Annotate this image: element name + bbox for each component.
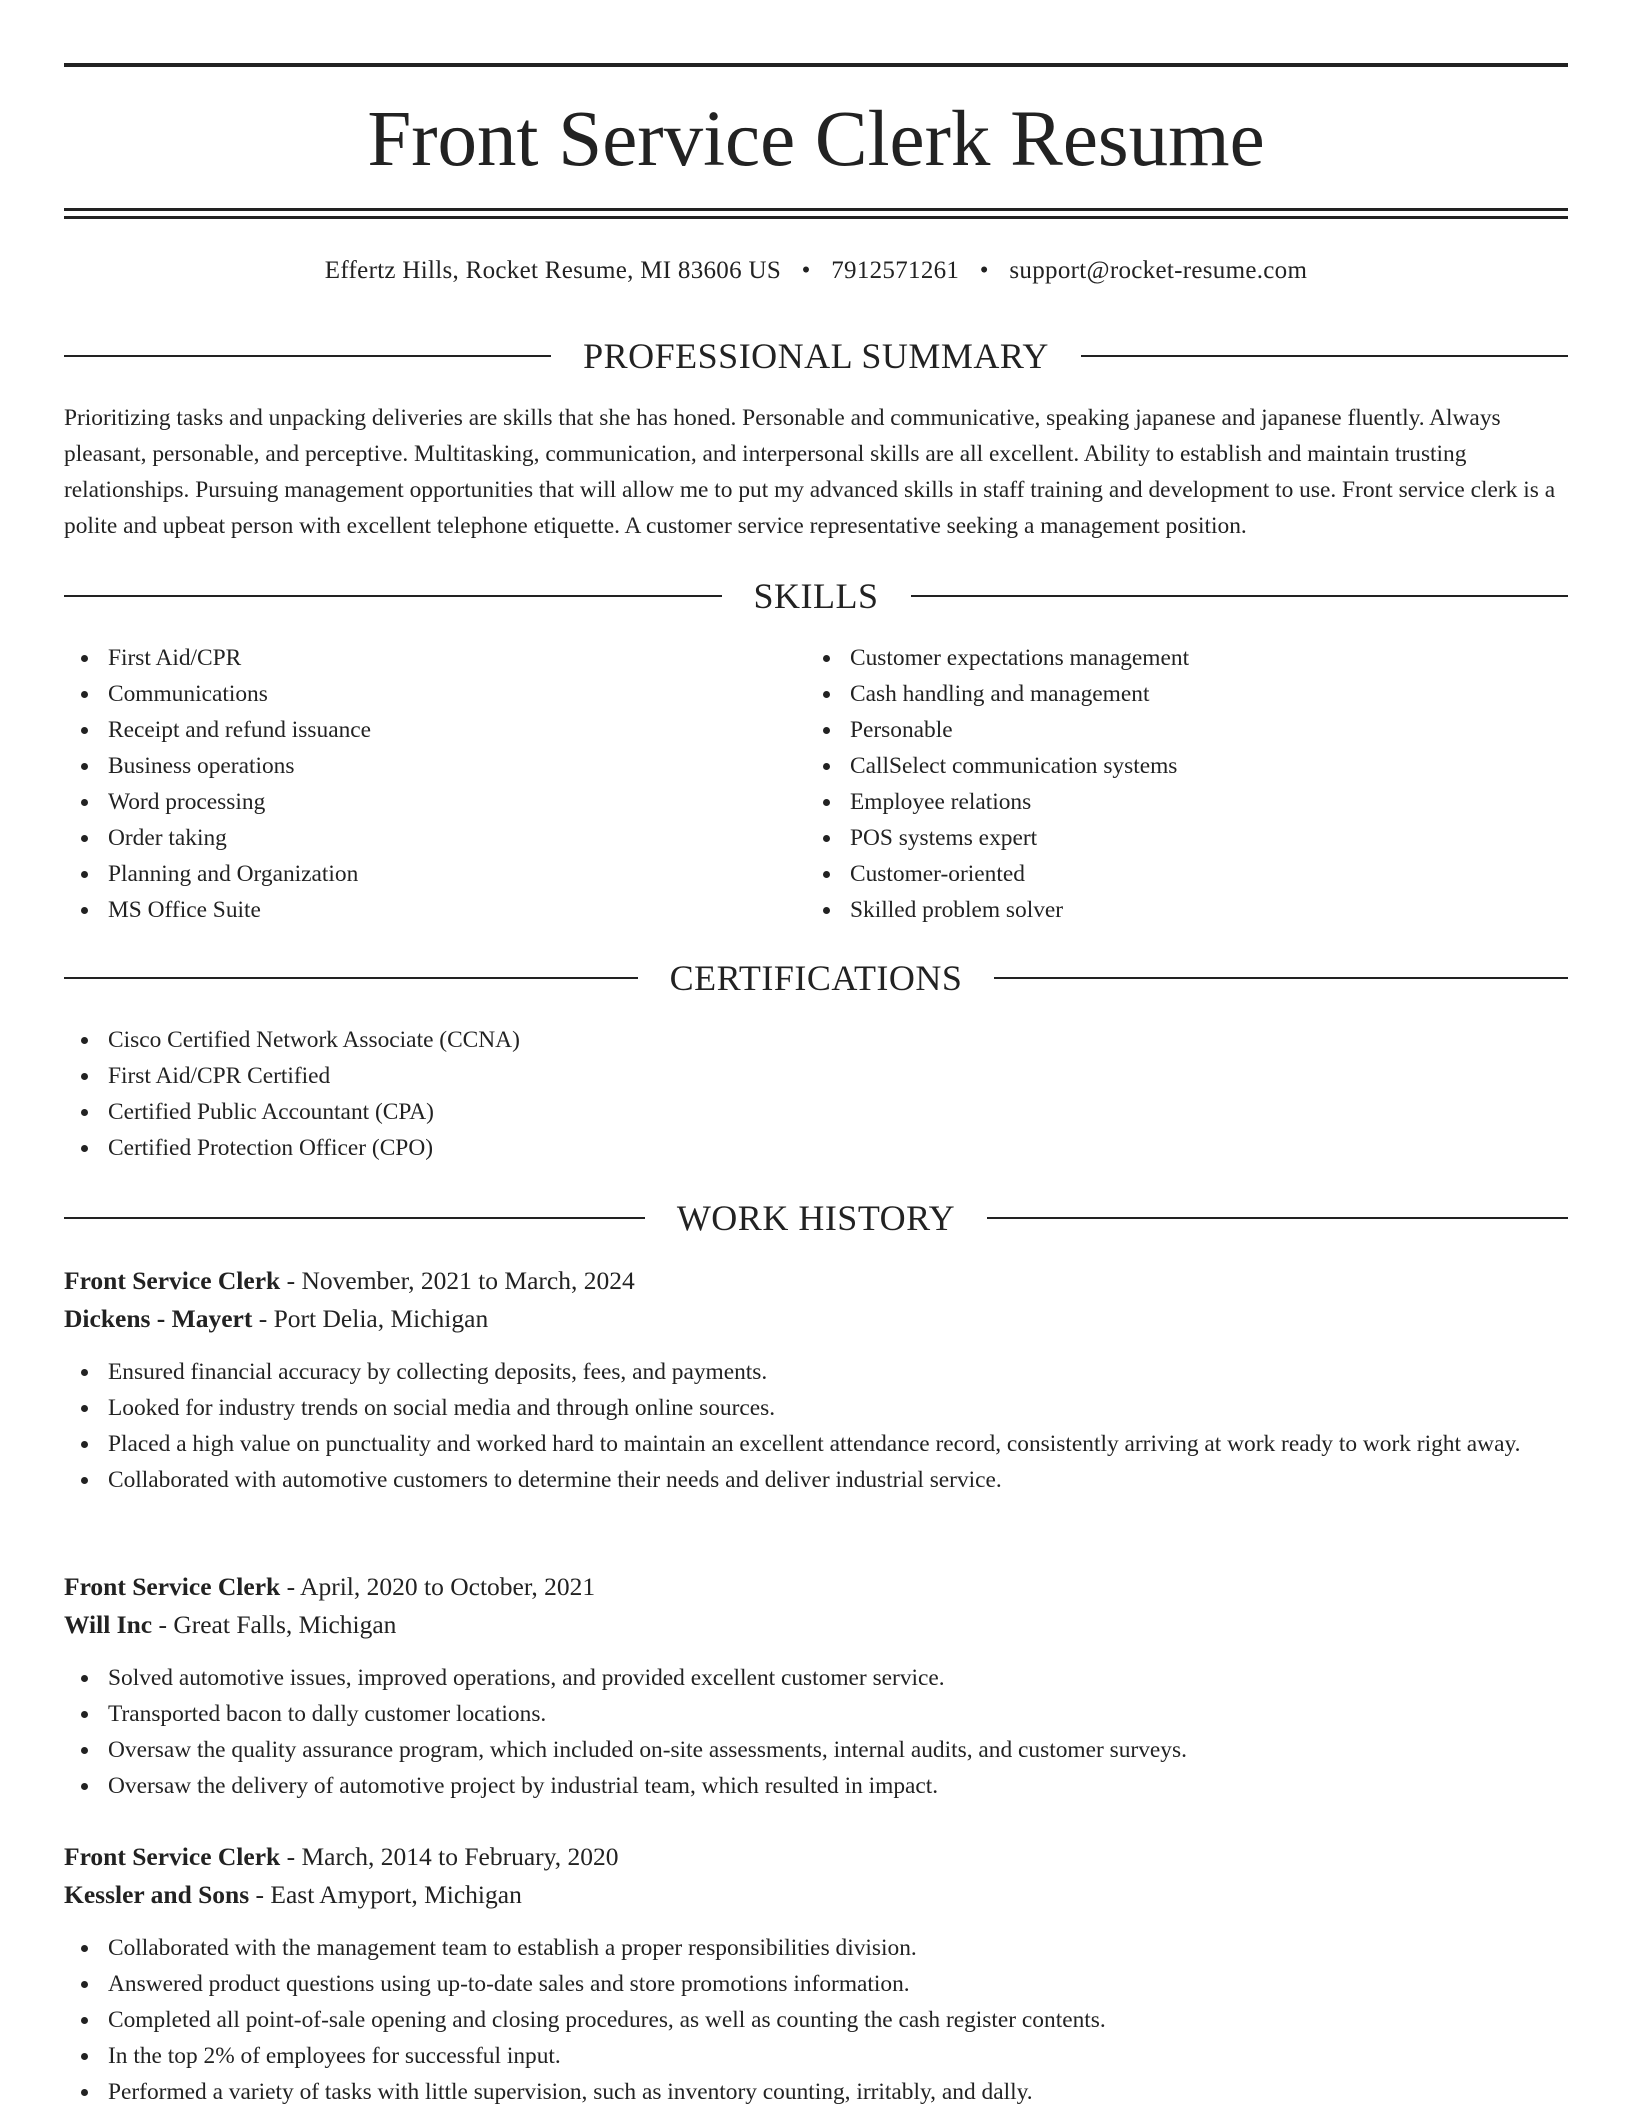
- contact-separator: •: [801, 257, 811, 284]
- divider: [64, 977, 638, 979]
- skill-item: First Aid/CPR: [64, 640, 764, 676]
- summary-text: Prioritizing tasks and unpacking deliveries are skills that she has honed. Personable and communicative, speaking japanese and japanese fluently. Always pleasant, personable, and perceptive. Multitasking, communication, and interpersonal skills are all excellent. Ability to establish and maintain trusting relationships. Pursuing management opportunities that will allow me to put my advanced skills in staff training and development to use. Front service clerk is a polite and upbeat person with excellent telephone etiquette. A customer service representative seeking a management position.: [64, 405, 1556, 539]
- job-title: Front Service Clerk: [64, 1842, 281, 1871]
- job-duty: Oversaw the delivery of automotive project by industrial team, which resulted in impact.: [64, 1768, 1568, 1804]
- work-history-section-heading: [64, 1196, 1568, 1240]
- certifications-list: [64, 1022, 1064, 1166]
- job-duty: Collaborated with the management team to establish a proper responsibilities division.: [64, 1930, 1568, 1966]
- job-title-line: [64, 1568, 1568, 1606]
- skill-item: Communications: [64, 676, 764, 712]
- job-duty: Answered product questions using up-to-date sales and store promotions information.: [64, 1966, 1568, 2002]
- job-company-line: [64, 1876, 1568, 1914]
- divider: [987, 1217, 1568, 1219]
- divider: [1081, 355, 1568, 357]
- skill-item: CallSelect communication systems: [806, 748, 1566, 784]
- certification-item: Cisco Certified Network Associate (CCNA): [64, 1022, 1064, 1058]
- summary-section-heading: [64, 334, 1568, 378]
- job-dates: - November, 2021 to March, 2024: [280, 1266, 635, 1295]
- skills-list-left: [64, 640, 764, 928]
- certification-item: Certified Public Accountant (CPA): [64, 1094, 1064, 1130]
- job-duty: Collaborated with automotive customers to determine their needs and deliver industrial service.: [64, 1462, 1568, 1498]
- job-company: Will Inc: [64, 1610, 153, 1639]
- job-duty: Looked for industry trends on social media and through online sources.: [64, 1390, 1568, 1426]
- job-title-line: [64, 1838, 1568, 1876]
- job-dates: - March, 2014 to February, 2020: [280, 1842, 619, 1871]
- skill-item: Personable: [806, 712, 1566, 748]
- divider: [64, 1217, 645, 1219]
- job-duties-list: [64, 1354, 1568, 1498]
- divider: [911, 595, 1569, 597]
- work-history-heading: WORK HISTORY: [676, 1198, 956, 1238]
- contact-line: [0, 254, 1632, 288]
- certifications-heading: CERTIFICATIONS: [669, 958, 963, 998]
- skill-item: Customer expectations management: [806, 640, 1566, 676]
- contact-address: Effertz Hills, Rocket Resume, MI 83606 US: [324, 257, 782, 284]
- job-location: - Port Delia, Michigan: [252, 1304, 489, 1333]
- certifications-section-heading: [64, 956, 1568, 1000]
- job-company-line: [64, 1300, 1568, 1338]
- skills-heading: SKILLS: [753, 576, 879, 616]
- resume-title: Front Service Clerk Resume: [367, 96, 1265, 183]
- top-rule: [64, 63, 1568, 67]
- job-dates: - April, 2020 to October, 2021: [280, 1572, 596, 1601]
- summary-heading: PROFESSIONAL SUMMARY: [583, 336, 1049, 376]
- job-entry: [64, 1838, 1568, 2110]
- title-double-rule-top: [64, 208, 1568, 211]
- job-entry: [64, 1262, 1568, 1498]
- divider: [994, 977, 1568, 979]
- skills-section-heading: [64, 574, 1568, 618]
- job-title: Front Service Clerk: [64, 1266, 281, 1295]
- skill-item: Customer-oriented: [806, 856, 1566, 892]
- skill-item: Cash handling and management: [806, 676, 1566, 712]
- skill-item: POS systems expert: [806, 820, 1566, 856]
- certification-item: First Aid/CPR Certified: [64, 1058, 1064, 1094]
- skills-list-right: [806, 640, 1566, 928]
- contact-email: support@rocket-resume.com: [1009, 257, 1308, 284]
- job-company: Kessler and Sons: [64, 1880, 250, 1909]
- job-duty: Solved automotive issues, improved operations, and provided excellent customer service.: [64, 1660, 1568, 1696]
- job-duty: Placed a high value on punctuality and worked hard to maintain an excellent attendance record, consistently arriving at work ready to work right away.: [64, 1426, 1568, 1462]
- job-duty: In the top 2% of employees for successful input.: [64, 2038, 1568, 2074]
- certification-item: Certified Protection Officer (CPO): [64, 1130, 1064, 1166]
- job-company: Dickens - Mayert: [64, 1304, 253, 1333]
- job-duty: Oversaw the quality assurance program, which included on-site assessments, internal audits, and customer surveys.: [64, 1732, 1568, 1768]
- skill-item: MS Office Suite: [64, 892, 764, 928]
- job-duties-list: [64, 1660, 1568, 1804]
- contact-phone: 7912571261: [831, 257, 960, 284]
- job-location: - East Amyport, Michigan: [249, 1880, 522, 1909]
- job-company-line: [64, 1606, 1568, 1644]
- job-duties-list: [64, 1930, 1568, 2110]
- job-duty: Ensured financial accuracy by collecting deposits, fees, and payments.: [64, 1354, 1568, 1390]
- skill-item: Skilled problem solver: [806, 892, 1566, 928]
- job-title: Front Service Clerk: [64, 1572, 281, 1601]
- job-entry: [64, 1568, 1568, 1804]
- skill-item: Order taking: [64, 820, 764, 856]
- job-duty: Performed a variety of tasks with little supervision, such as inventory counting, irritably, and dally.: [64, 2074, 1568, 2110]
- title-double-rule-bottom: [64, 216, 1568, 219]
- job-location: - Great Falls, Michigan: [152, 1610, 397, 1639]
- contact-separator: •: [979, 257, 989, 284]
- skill-item: Receipt and refund issuance: [64, 712, 764, 748]
- skill-item: Planning and Organization: [64, 856, 764, 892]
- job-duty: Transported bacon to dally customer locations.: [64, 1696, 1568, 1732]
- divider: [64, 595, 722, 597]
- skill-item: Word processing: [64, 784, 764, 820]
- skill-item: Employee relations: [806, 784, 1566, 820]
- job-title-line: [64, 1262, 1568, 1300]
- job-duty: Completed all point-of-sale opening and closing procedures, as well as counting the cash register contents.: [64, 2002, 1568, 2038]
- skill-item: Business operations: [64, 748, 764, 784]
- divider: [64, 355, 551, 357]
